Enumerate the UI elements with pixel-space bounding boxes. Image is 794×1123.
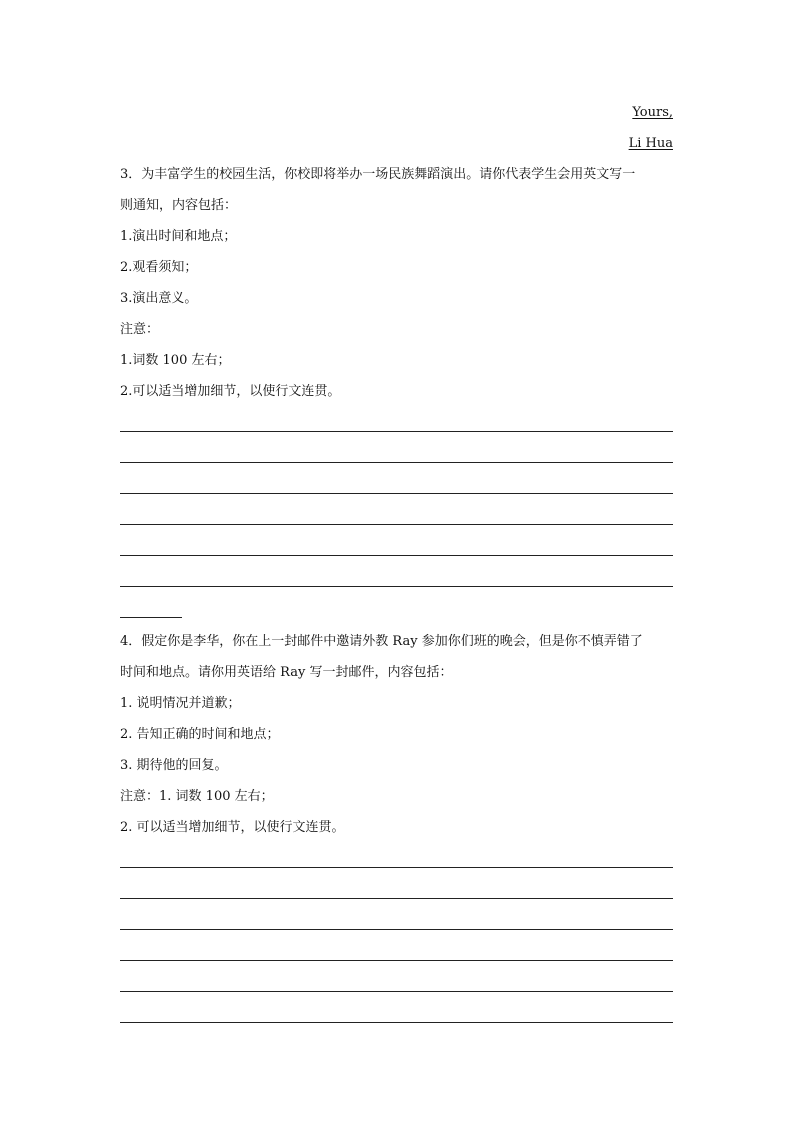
closing-name: Li Hua <box>628 136 673 151</box>
closing-sign-off: Yours, <box>632 105 673 120</box>
q3-note-2: 2.可以适当增加细节，以使行文连贯。 <box>120 384 341 399</box>
q4-answer-line <box>120 1022 673 1023</box>
q3-note-1: 1.词数 100 左右； <box>120 353 231 368</box>
q4-answer-line <box>120 898 673 899</box>
q3-answer-short-line <box>120 617 182 618</box>
q3-answer-line <box>120 431 673 432</box>
q4-point-2: 2. 告知正确的时间和地点； <box>120 727 280 742</box>
q3-answer-line <box>120 462 673 463</box>
q4-note-1: 注意：1. 词数 100 左右； <box>120 789 274 804</box>
q4-answer-line <box>120 960 673 961</box>
q4-prompt-line-1: 4．假定你是李华，你在上一封邮件中邀请外教 Ray 参加你们班的晚会，但是你不慎弄错了 <box>120 634 643 649</box>
q4-point-3: 3. 期待他的回复。 <box>120 758 228 773</box>
q3-answer-line <box>120 555 673 556</box>
q3-answer-line <box>120 493 673 494</box>
q4-note-2: 2. 可以适当增加细节，以使行文连贯。 <box>120 820 345 835</box>
q3-prompt-line-1: 3．为丰富学生的校园生活，你校即将举办一场民族舞蹈演出。请你代表学生会用英文写一 <box>120 167 636 182</box>
q3-prompt-line-2: 则通知，内容包括： <box>120 198 238 213</box>
document-page <box>120 0 673 1123</box>
q4-prompt-line-2: 时间和地点。请你用英语给 Ray 写一封邮件，内容包括： <box>120 665 453 680</box>
q3-point-2: 2.观看须知； <box>120 260 198 275</box>
q3-answer-line <box>120 524 673 525</box>
q4-answer-line <box>120 867 673 868</box>
q4-answer-line <box>120 929 673 930</box>
q3-point-3: 3.演出意义。 <box>120 291 198 306</box>
q4-point-1: 1. 说明情况并道歉； <box>120 696 241 711</box>
q4-answer-line <box>120 991 673 992</box>
q3-answer-line <box>120 586 673 587</box>
q3-point-1: 1.演出时间和地点； <box>120 229 237 244</box>
q3-notes-label: 注意： <box>120 322 160 337</box>
